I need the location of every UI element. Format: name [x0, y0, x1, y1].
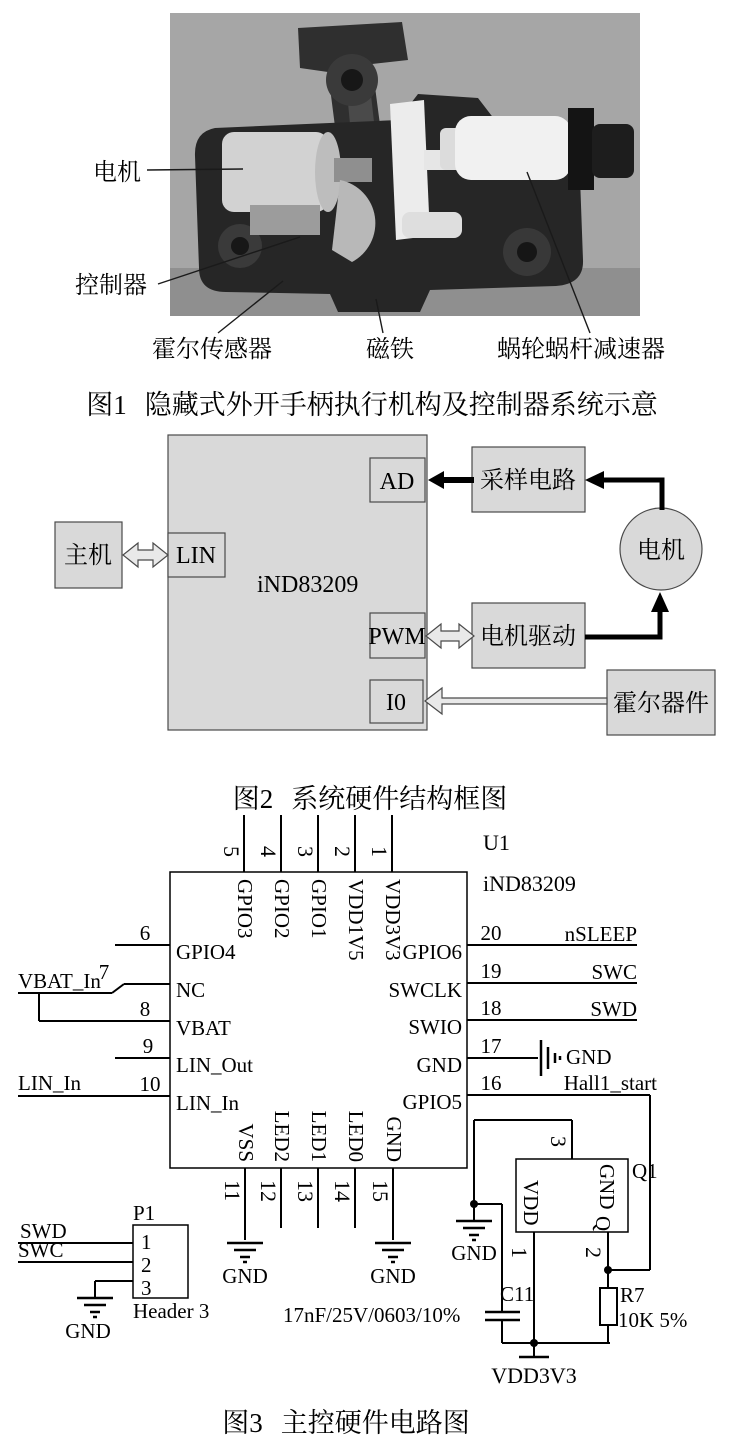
r7-resistor [600, 1270, 617, 1343]
arrow-pwm-driver [426, 624, 474, 648]
net-label-swd: SWD [20, 1219, 67, 1243]
c11-ref: C11 [500, 1282, 535, 1306]
wire-driver-motor [585, 612, 660, 637]
q1-pin-num: 1 [507, 1247, 532, 1258]
pin-name: VDD3V3 [381, 879, 405, 961]
pin-name: GPIO6 [402, 940, 462, 964]
gnd-label: GND [370, 1264, 416, 1288]
pin-num: 9 [142, 1034, 154, 1058]
leader-motor [147, 169, 243, 170]
label-hall-sensor: 霍尔传感器 [152, 337, 272, 363]
vdd3v3-power-symbol [519, 1343, 549, 1357]
figure3-schematic [18, 815, 687, 1388]
pin-num: 16 [480, 1071, 502, 1095]
pin-name: GND [382, 1116, 406, 1162]
figure2-caption-title: 系统硬件结构框图 [291, 784, 508, 814]
r7-ref: R7 [620, 1283, 645, 1307]
net-label-lin-in: LIN_In [18, 1071, 81, 1095]
q1-pin-name: VDD [519, 1180, 543, 1226]
bottom-pin-wires [245, 1168, 393, 1240]
p1-ref: P1 [133, 1201, 156, 1225]
gnd-label: GND [451, 1241, 497, 1265]
block-chip-label: iND83209 [257, 572, 359, 598]
r7-value: 10K 5% [618, 1308, 688, 1332]
chip-ref: U1 [483, 830, 510, 855]
pin-num: 14 [330, 1180, 355, 1202]
label-magnet: 磁铁 [366, 337, 414, 363]
pin-num: 6 [139, 921, 151, 945]
figure3-caption-no: 图3 [222, 1408, 263, 1438]
pin-num: 3 [293, 846, 318, 857]
ground-symbol-p1 [77, 1298, 113, 1317]
figure2-block-diagram [55, 435, 715, 735]
net-label-hall1-start: Hall1_start [563, 1071, 657, 1095]
net-label-nsleep: nSLEEP [564, 922, 637, 946]
label-controller: 控制器 [75, 273, 147, 299]
pin-num: 11 [220, 1180, 245, 1202]
figure2-caption-no: 图2 [232, 784, 274, 814]
p1-pin: 2 [141, 1253, 152, 1277]
pin-num: 5 [219, 846, 244, 857]
pin-num: 8 [139, 997, 151, 1021]
pin-name: GND [416, 1053, 462, 1077]
arrow-hall-io [425, 688, 607, 714]
net-label-vbat-in: VBAT_In [18, 969, 101, 993]
net-label-swc: SWC [591, 960, 637, 984]
pin-num: 20 [480, 921, 502, 945]
figure3-caption-title: 主控硬件电路图 [280, 1408, 470, 1438]
ground-symbol-pin17 [541, 1040, 560, 1076]
pin-name: NC [176, 978, 206, 1002]
pin-num: 7 [98, 960, 110, 984]
pin-num: 12 [256, 1180, 281, 1202]
gnd-label: GND [65, 1319, 111, 1343]
figure2-caption [233, 784, 508, 814]
net-label-gnd: GND [566, 1045, 612, 1069]
pin-name: LED2 [270, 1110, 294, 1162]
pin-num: 2 [330, 846, 355, 857]
pin-name: LED0 [344, 1110, 368, 1162]
net-label-vdd3v3: VDD3V3 [491, 1363, 577, 1388]
pin-name: LIN_In [176, 1091, 239, 1115]
top-pin-wires [244, 815, 392, 872]
right-pin-wires [467, 945, 650, 1270]
pin-name: VSS [234, 1123, 258, 1162]
q1-sensor [456, 1120, 628, 1343]
net-label-swc: SWC [18, 1238, 64, 1262]
q1-pin-num: 2 [581, 1247, 606, 1258]
block-pwm-label: PWM [368, 624, 426, 650]
block-motor-label: 电机 [637, 538, 685, 564]
pin-num: 19 [480, 959, 502, 983]
q1-pin-name: Q [591, 1216, 615, 1232]
ground-symbol-pin11 [227, 1243, 263, 1262]
pin-name: GPIO3 [233, 879, 257, 939]
pin-name: GPIO4 [176, 940, 236, 964]
pin-name: SWCLK [388, 978, 462, 1002]
pin-name: GPIO5 [402, 1090, 462, 1114]
pin-num: 18 [480, 996, 502, 1020]
c11-capacitor [485, 1312, 610, 1347]
arrow-host-lin [123, 543, 168, 567]
block-driver-label: 电机驱动 [480, 624, 576, 650]
pin-name: GPIO1 [307, 879, 331, 939]
figure3-caption [222, 1408, 470, 1438]
pin-num: 15 [368, 1180, 393, 1202]
pin-num: 10 [139, 1072, 161, 1096]
arrow-sampling-ad [428, 471, 474, 489]
pin-num: 17 [480, 1034, 502, 1058]
p1-pin: 3 [141, 1276, 152, 1300]
gnd-label: GND [222, 1264, 268, 1288]
pin-name: SWIO [408, 1015, 462, 1039]
net-label-swd: SWD [590, 997, 637, 1021]
label-motor: 电机 [93, 160, 141, 186]
q1-pin-num: 3 [546, 1136, 571, 1147]
block-hall-label: 霍尔器件 [613, 691, 709, 717]
figure1-caption-no: 图1 [86, 390, 127, 420]
label-reducer: 蜗轮蜗杆减速器 [497, 337, 665, 363]
figure1-caption-title: 隐藏式外开手柄执行机构及控制器系统示意 [144, 390, 658, 420]
pin-name: GPIO2 [270, 879, 294, 939]
arrowhead-into-sampling [585, 471, 604, 489]
pin-name: VBAT [176, 1016, 231, 1040]
block-sampling-label: 采样电路 [480, 468, 576, 494]
pin-name: LED1 [307, 1110, 331, 1162]
ground-symbol-pin15 [375, 1243, 411, 1262]
p1-pin: 1 [141, 1230, 152, 1254]
block-lin-label: LIN [176, 543, 216, 569]
arrowhead-into-motor [651, 592, 669, 612]
c11-value: 17nF/25V/0603/10% [283, 1303, 461, 1327]
q1-pin-name: GND [595, 1164, 619, 1210]
pin-name: VDD1V5 [344, 879, 368, 961]
figure1-photo [170, 13, 640, 316]
wire-motor-sampling [604, 480, 662, 510]
block-ad-label: AD [379, 469, 415, 495]
ground-symbol-q1 [456, 1221, 492, 1240]
figure1-caption [86, 390, 658, 420]
pin-name: LIN_Out [176, 1053, 253, 1077]
p1-type: Header 3 [133, 1299, 210, 1323]
block-io-label: I0 [386, 690, 406, 716]
pin-num: 4 [256, 846, 281, 857]
pin-num: 1 [367, 846, 392, 857]
chip-part: iND83209 [483, 871, 576, 896]
pin-num: 13 [293, 1180, 318, 1202]
block-host-label: 主机 [64, 543, 112, 569]
q1-ref: Q1 [632, 1159, 658, 1183]
